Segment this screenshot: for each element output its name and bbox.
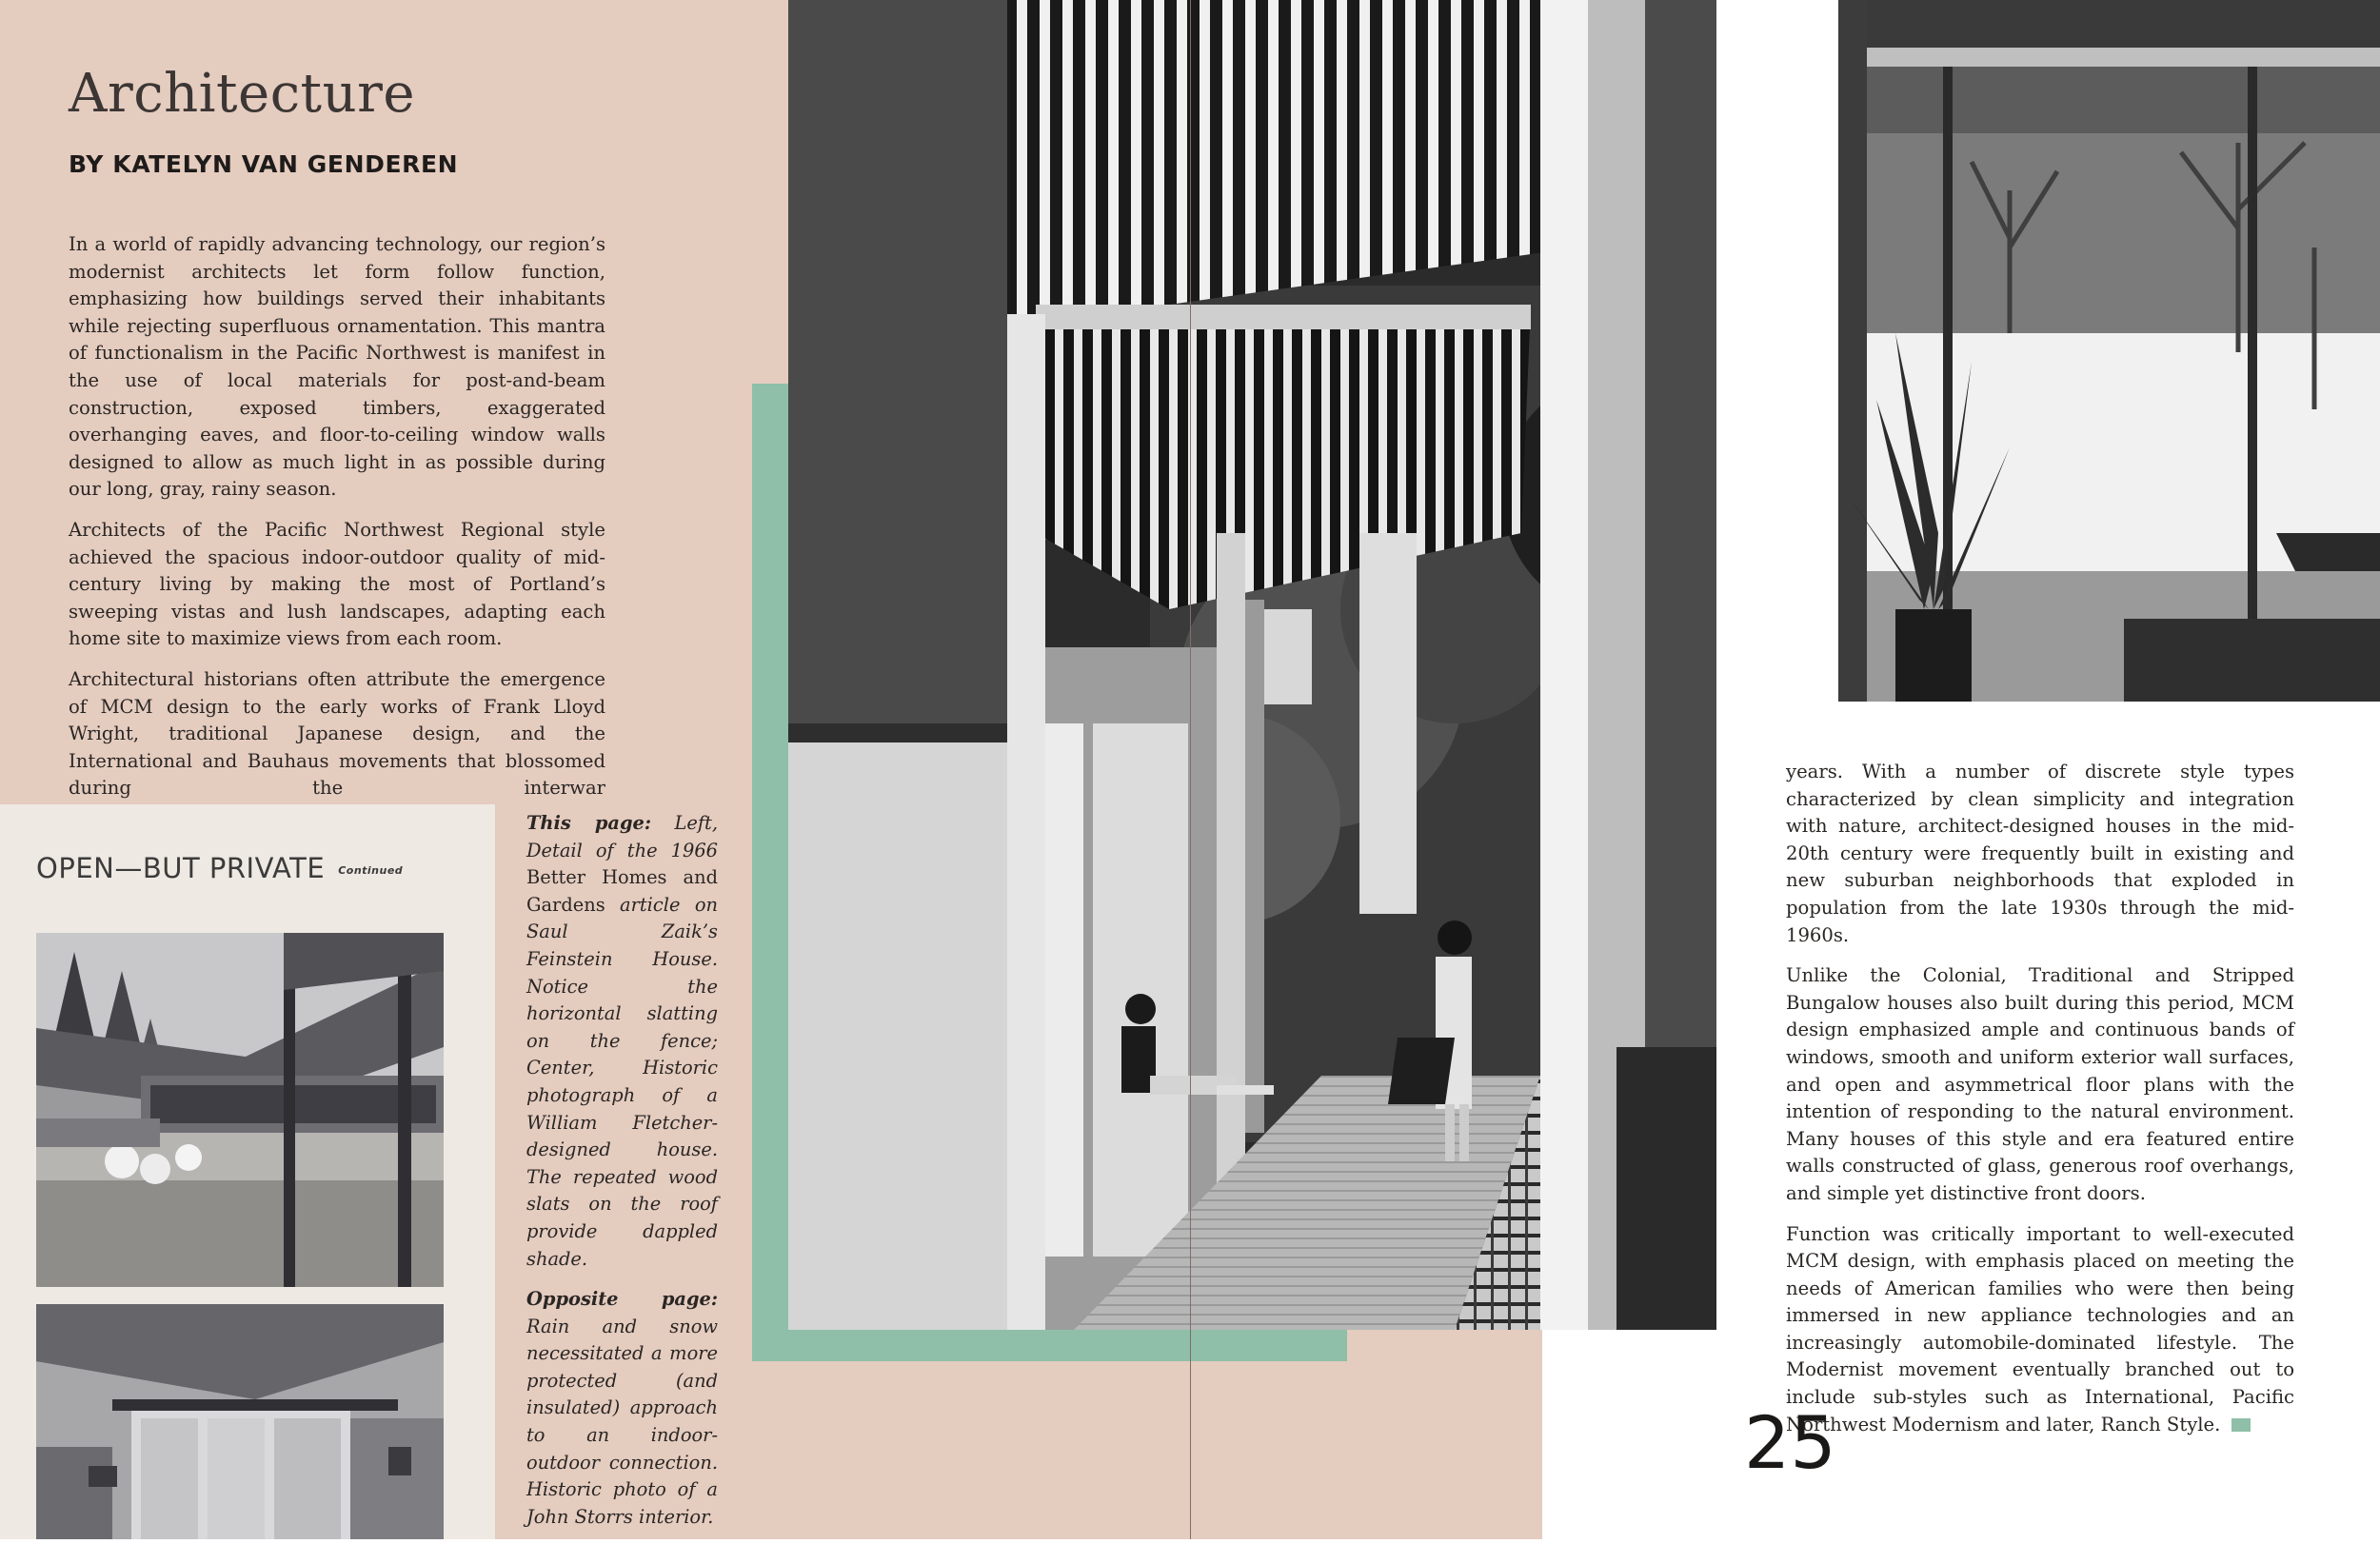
caption-opposite-page: Opposite page: Rain and snow necessitated a more protected (and insulated) approach to an indoor-outdoor connection. Historic photo of a John Storrs interior.	[526, 1288, 718, 1528]
clipping-heading-text: OPEN—BUT PRIVATE	[36, 852, 326, 884]
body-paragraph: years. With a number of discrete style types characterized by clean simplicity and integration with nature, architect-designed houses in the mid-20th century were frequently built in existing and new suburban neighborhoods that exploded in population from the late 1930s through the mid-1960s.	[1786, 761, 2294, 946]
caption-column	[526, 810, 718, 1544]
body-paragraph-text: Function was critically important to well-executed MCM design, with emphasis placed on meeting the needs of American families who were then being immersed in new appliance technologies and an increasingly automobile-dominated lifestyle. The Modernist movement eventually branched out to include sub-styles such as International, Pacific Northwest Modernism and later, Ranch Style.	[1786, 1222, 2294, 1435]
article-right-column	[1786, 759, 2294, 1452]
clipping-heading	[36, 852, 403, 884]
caption-lead: Opposite page:	[526, 1288, 718, 1311]
clipping-photo-patio	[36, 933, 444, 1287]
clipping-continued-label: Continued	[338, 863, 404, 877]
deck-chair	[1388, 1038, 1455, 1104]
article-left-column	[69, 231, 605, 816]
page-gutter-line	[1190, 0, 1191, 1539]
caption-lead: This page:	[526, 812, 652, 834]
body-paragraph: In a world of rapidly advancing technology, our region’s modernist architects let form follow function, emphasizing how buildings served their inhabitants while rejecting superfluous ornamentation. This mantra of functionalism in the Pacific Northwest is manifest in the use of local materials for post-and-beam construction, exposed timbers, exaggerated overhanging eaves, and floor-to-ceiling window walls designed to allow as much light in as possible during our long, gray, rainy season.	[69, 233, 605, 501]
caption-this-page: This page: Left, Detail of the 1966 Better Homes and Gardens article on Saul Zaik’s Feinstein House. Notice the horizontal slatting on the fence; Center, Historic photograph of a William Fletcher-designed house. The repeated wood slats on the roof provide dappled shade.	[526, 812, 718, 1270]
body-paragraph: Architects of the Pacific Northwest Regional style achieved the spacious indoor-outdoor quality of mid-century living by making the most of Portland’s sweeping vistas and lush landscapes, adapting each home site to maximize views from each room.	[69, 518, 605, 650]
end-of-article-mark	[2231, 1418, 2251, 1432]
body-paragraph: Unlike the Colonial, Traditional and Stripped Bungalow houses also built during this period, MCM design emphasized ample and continuous bands of windows, smooth and uniform exterior wall surfaces, and open and asymmetrical floor plans with the intention of responding to the natural environment. Many houses of this style and era featured entire walls constructed of glass, generous roof overhangs, and simple yet distinctive front doors.	[1786, 964, 2294, 1204]
body-paragraph-final	[1786, 1221, 2294, 1439]
section-title: Architecture	[69, 63, 416, 125]
publication-name: Better Homes and Gardens	[526, 866, 718, 916]
interior-snow-view-photo	[1838, 0, 2380, 702]
body-paragraph: Architectural historians often attribute the emergence of MCM design to the early works of Frank Lloyd Wright, traditional Japanese design, and the International and Bauhaus movements that blossomed during the interwar	[69, 667, 605, 800]
page-number: 25	[1744, 1400, 1836, 1485]
porch-photo	[788, 0, 1716, 1330]
byline: BY KATELYN VAN GENDEREN	[69, 150, 459, 178]
clipping-photo-interior	[36, 1304, 444, 1539]
magazine-clipping	[0, 804, 495, 1539]
